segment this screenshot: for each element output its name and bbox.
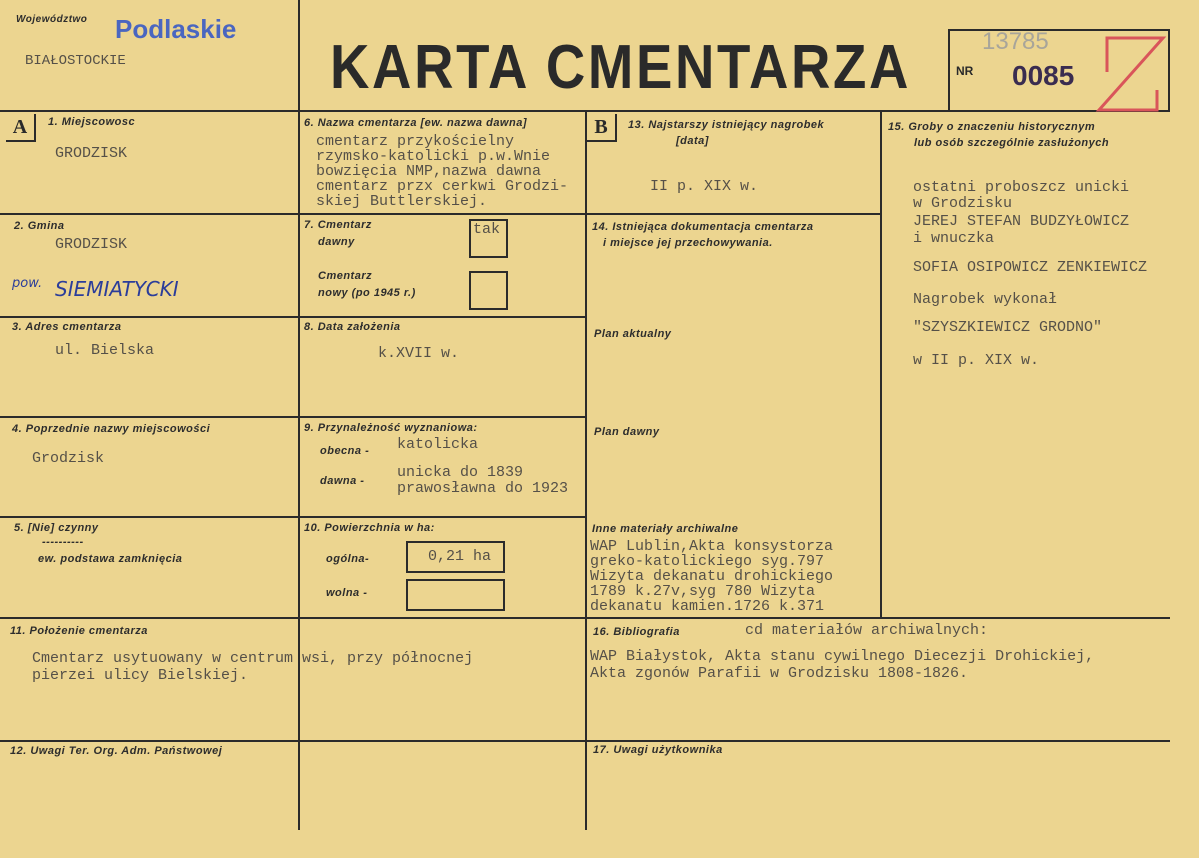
inne-line: WAP Lublin,Akta konsystorza [590,538,834,555]
f15-label2: lub osób szczególnie zasłużonych [914,137,1110,149]
f9-label: 9. Przynależność wyznaniowa: [304,422,478,434]
inne-line: Wizyta dekanatu drohickiego [590,568,834,585]
f15-line: ostatni proboszcz unicki [913,179,1130,196]
f6-line: skiej Buttlerskiej. [316,193,488,210]
divider [0,316,585,318]
f16-label: 16. Bibliografia [593,626,680,638]
f6-label: 6. Nazwa cmentarza [ew. nazwa dawna] [304,117,527,129]
f7-new-label: Cmentarz [318,270,373,282]
f6-line: bowzięcia NMP,nazwa dawna [316,163,542,180]
f1-label: 1. Miejscowosc [48,116,136,128]
obecna-label: obecna - [320,445,370,457]
f6-line: rzymsko-katolicki p.w.Wnie [316,148,551,165]
ogolna-field [406,541,505,573]
f11-line: pierzei ulicy Bielskiej. [32,667,249,684]
nr-pencil: 13785 [982,28,1049,55]
divider [880,110,882,617]
f15-line: w Grodzisku [913,195,1013,212]
divider [0,416,585,418]
f7-label2: dawny [318,236,355,248]
nr-value: 0085 [1012,60,1075,91]
f11-label: 11. Położenie cmentarza [10,625,148,637]
inne-line: dekanatu kamien.1726 k.371 [590,598,825,615]
f13-value: II p. XIX w. [650,178,759,195]
dawna-value: prawosławna do 1923 [397,480,569,497]
new-cemetery-checkbox[interactable] [469,271,508,310]
f13-label: 13. Najstarszy istniejący nagrobek [628,119,825,131]
f4-label: 4. Poprzednie nazwy miejscowości [12,423,211,435]
wojewodztwo-old: BIAŁOSTOCKIE [25,53,126,69]
f4-value: Grodzisk [32,450,105,467]
f14-label2: i miejsce jej przechowywania. [603,237,773,249]
f15-line: w II p. XIX w. [913,352,1040,369]
f15-line: JEREJ STEFAN BUDZYŁOWICZ [913,213,1130,230]
f7-new-label2: nowy (po 1945 r.) [318,287,416,299]
page-title: KARTA CMENTARZA [330,33,912,102]
inne-line: 1789 k.27v,syg 780 Wizyta [590,583,816,600]
f13-label2: [data] [676,135,709,147]
f1-value: GRODZISK [55,145,128,162]
f6-value [316,134,568,209]
section-a-badge: A [6,114,36,142]
divider [298,0,300,830]
f8-label: 8. Data założenia [304,321,401,333]
f15-line: i wnuczka [913,230,995,247]
pow-prefix: pow. [12,276,43,291]
dawna-label: dawna - [320,475,365,487]
f5-dashes: ---------- [42,536,84,548]
divider [0,617,1170,619]
f3-value: ul. Bielska [55,342,155,359]
divider [0,740,1170,742]
plan-dawny-label: Plan dawny [594,426,660,438]
ogolna-value: 0,21 ha [428,548,492,565]
inne-value [590,539,833,614]
wojewodztwo-label: Województwo [16,14,88,25]
f2-value: GRODZISK [55,236,128,253]
f15-line: SOFIA OSIPOWICZ ZENKIEWICZ [913,259,1148,276]
divider [585,110,587,830]
f5-label: 5. [Nie] czynny [14,522,99,534]
ogolna-label: ogólna- [326,553,370,565]
old-cemetery-value: tak [473,221,501,238]
nr-label: NR [956,64,974,78]
f12-label: 12. Uwagi Ter. Org. Adm. Państwowej [10,745,223,757]
old-cemetery-checkbox[interactable] [469,219,508,258]
f11-line: Cmentarz usytuowany w centrum wsi, przy północnej [32,650,474,667]
inne-line: greko-katolickiego syg.797 [590,553,825,570]
f17-label: 17. Uwagi użytkownika [593,744,723,756]
f16-head: cd materiałów archiwalnych: [745,622,989,639]
f16-line: WAP Białystok, Akta stanu cywilnego Diecezji Drohickiej, [590,648,1095,665]
plan-aktualny-label: Plan aktualny [594,328,672,340]
f8-value: k.XVII w. [378,345,460,362]
inne-label: Inne materiały archiwalne [592,523,739,535]
divider [0,213,880,215]
f15-label: 15. Groby o znaczeniu historycznym [888,121,1096,133]
wolna-field [406,579,505,611]
wolna-label: wolna - [326,587,368,599]
divider [0,516,585,518]
wojewodztwo-stamp: Podlaskie [115,14,237,44]
pow-value: SIEMIATYCKI [55,277,179,301]
f5-sub: ew. podstawa zamknięcia [38,553,183,565]
f6-line: cmentarz przykościelny [316,133,515,150]
f6-line: cmentarz przx cerkwi Grodzi- [316,178,569,195]
f16-line: Akta zgonów Parafii w Grodzisku 1808-1826. [590,665,969,682]
z-mark-icon [1095,32,1167,114]
obecna-value: katolicka [397,436,479,453]
f3-label: 3. Adres cmentarza [12,321,122,333]
f10-label: 10. Powierzchnia w ha: [304,522,435,534]
f15-line: Nagrobek wykonał [913,291,1058,308]
f14-label: 14. Istniejąca dokumentacja cmentarza [592,221,814,233]
section-b-badge: B [587,114,617,142]
f7-label: 7. Cmentarz [304,219,372,231]
dawna-value: unicka do 1839 [397,464,524,481]
f2-label: 2. Gmina [14,220,65,232]
f15-line: "SZYSZKIEWICZ GRODNO" [913,319,1103,336]
